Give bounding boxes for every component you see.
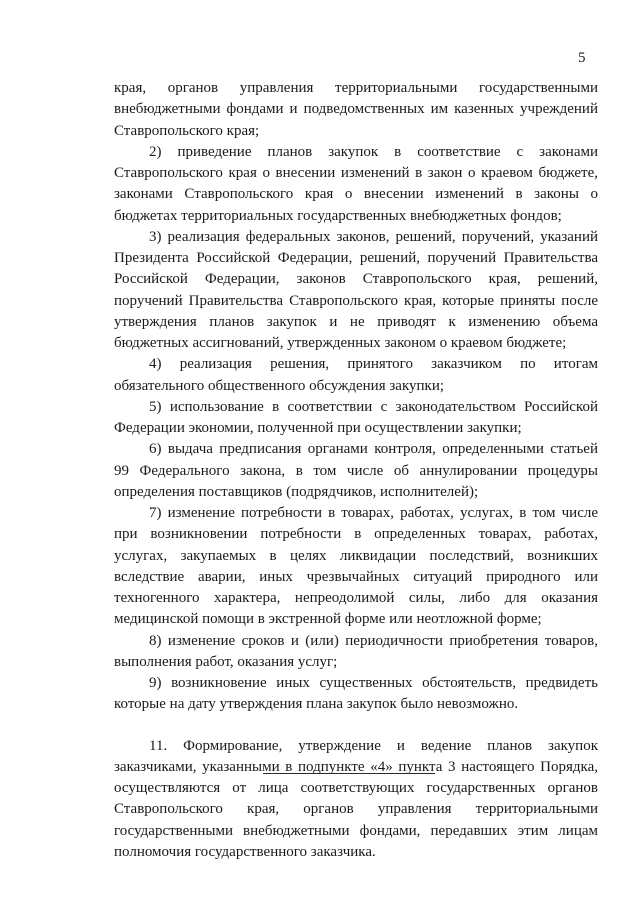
list-item-2: 2) приведение планов закупок в соответствие с законами Ставропольского края о внесении изменений в закон о краевом бюджете, законами Ставропольского края о внесении изменений в законы о бюджетах территориальных государственных внебюджетных фондов; [114,143,598,224]
list-item-9: 9) возникновение иных существенных обстоятельств, предвидеть которые на дату утверждения плана закупок было невозможно. [114,675,598,713]
paragraph-continuation: края, органов управления территориальными государственными внебюджетными фондами и подведомственных им казенных учреждений Ставропольского края; [114,80,598,139]
list-item-3: 3) реализация федеральных законов, решений, поручений, указаний Президента Российской Федерации, решений, поручений Правительства Российской Федерации, законов Ставропольского края, решений, поручений Правительства Ставропольского края, которые приняты после утверждения планов закупок и не приводят к изменению объема бюджетных ассигнований, утвержденных законом о краевом бюджете; [114,228,598,351]
section-11-paragraph: 11. Формирование, утверждение и ведение планов закупок заказчиками, указанными в подпункте «4» пункта 3 настоящего Порядка, осуществляются от лица соответствующих государственных органов Ставропольского края, органов управления территориальными государственными внебюджетными фондами, передавших этим лицам полномочия государственного заказчика. [114,737,598,860]
list-item-8: 8) изменение сроков и (или) периодичности приобретения товаров, выполнения работ, оказания услуг; [114,632,598,670]
document-body [114,78,598,863]
end-of-document-rule [263,773,435,774]
list-item-7: 7) изменение потребности в товарах, работах, услугах, в том числе при возникновении потребности в определенных товарах, работах, услугах, закупаемых в целях ликвидации последствий, возникших вследствие аварии, иных чрезвычайных ситуаций природного или техногенного характера, непреодолимой силы, либо для оказания медицинской помощи в экстренной форме или неотложной форме; [114,505,598,628]
page-number: 5 [578,50,586,66]
list-item-6: 6) выдача предписания органами контроля, определенными статьей 99 Федерального закона, в том числе об аннулировании процедуры определения поставщиков (подрядчиков, исполнителей); [114,441,598,500]
list-item-5: 5) использование в соответствии с законодательством Российской Федерации экономии, полученной при осуществлении закупки; [114,398,598,436]
list-item-4: 4) реализация решения, принятого заказчиком по итогам обязательного общественного обсуждения закупки; [114,356,598,394]
